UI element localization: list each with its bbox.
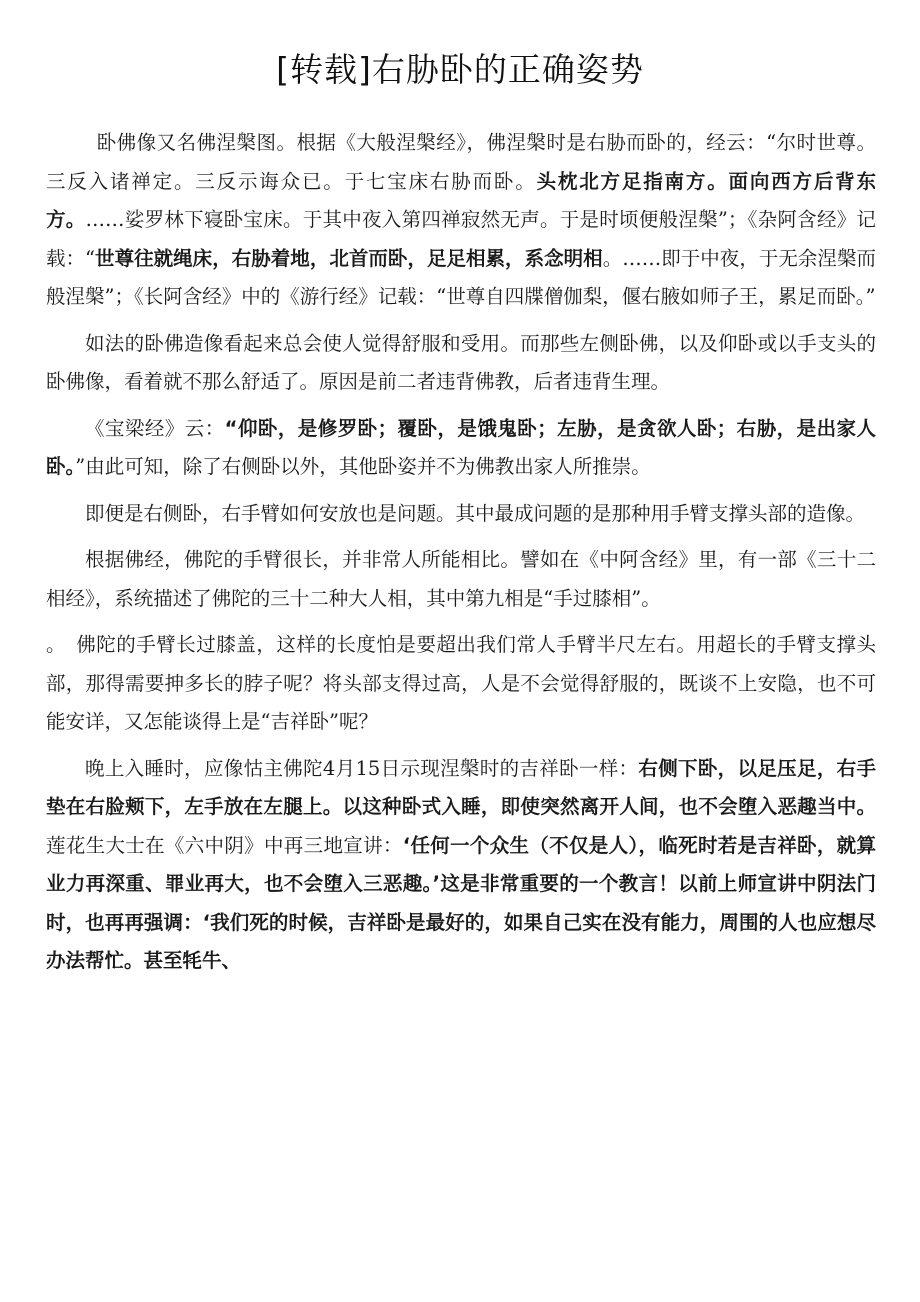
p7-bold-2: ‘任何一个众生（不仅是人），临死时若是吉祥卧，就算业力再深重、罪业再大，也不会堕入三恶趣。’这是非常重要的一个教言！以前上师宣讲中阴法门时，也再再强调：‘我们死的时候，吉祥卧是最好的，如果自己实在没有能力，周围的人也应想尽办法帮忙。甚至牦牛、 bbox=[46, 833, 876, 972]
paragraph-4: 即便是右侧卧，右手臂如何安放也是问题。其中最成问题的是那种用手臂支撑头部的造像。 bbox=[85, 501, 866, 525]
p7-text-2: 莲花生大士在《六中阴》中再三地宣讲： bbox=[46, 833, 403, 857]
document-title: [转载]右胁卧的正确姿势 bbox=[276, 50, 644, 89]
p3-text-2: ”由此可知，除了右侧卧以外，其他卧姿并不为佛教出家人所推崇。 bbox=[75, 455, 651, 478]
p7-text-1: 晚上入睡时，应像怙主佛陀4月15日示现涅槃时的吉祥卧一样： bbox=[85, 756, 639, 780]
p3-text-1: 《宝梁经》云： bbox=[85, 416, 225, 440]
paragraph-6: 。 佛陀的手臂长过膝盖，这样的长度怕是要超出我们常人手臂半尺左右。用超长的手臂支撑头部，那得需要抻多长的脖子呢？将头部支得过高，人是不会觉得舒服的，既谈不上安隐，也不可能安详，又怎能谈得上是“吉祥卧”呢？ bbox=[46, 633, 876, 733]
p7-bold-1: 右侧下卧，以足压足，右手垫在右脸颊下，左手放在左腿上。以这种卧式入睡，即使突然离开人间，也不会堕入恶趣当中。 bbox=[46, 756, 876, 818]
paragraph-7 bbox=[46, 750, 876, 981]
paragraph-1 bbox=[46, 124, 876, 317]
paragraph-5: 根据佛经，佛陀的手臂很长，并非常人所能相比。譬如在《中阿含经》里，有一部《三十二相经》，系统描述了佛陀的三十二种大人相，其中第九相是“手过膝相”。 bbox=[46, 548, 876, 610]
p3-bold-1: “仰卧，是修罗卧；覆卧，是饿鬼卧；左胁，是贪欲人卧；右胁，是出家人卧。 bbox=[46, 416, 876, 478]
p1-text-3: 。……即于中夜，于无余涅槃而般涅槃”；《长阿含经》中的《游行经》记载：“世尊自四牒僧伽梨，偃右腋如师子王，累足而卧。” bbox=[46, 246, 876, 308]
paragraph-2: 如法的卧佛造像看起来总会使人觉得舒服和受用。而那些左侧卧佛，以及仰卧或以手支头的卧佛像，看着就不那么舒适了。原因是前二者违背佛教，后者违背生理。 bbox=[46, 331, 876, 393]
p1-bold-1: 头枕北方足指南方。面向西方后背东方。 bbox=[46, 169, 876, 231]
p1-bold-2: 世尊往就绳床，右胁着地，北首而卧，足足相累，系念明相 bbox=[95, 246, 603, 270]
p1-text-1: 卧佛像又名佛涅槃图。根据《大般涅槃经》，佛涅槃时是右胁而卧的，经云：“尔时世尊。三反入诸禅定。三反示诲众已。于七宝床右胁而卧。 bbox=[46, 131, 876, 193]
p1-text-2: ……娑罗林下寝卧宝床。于其中夜入第四禅寂然无声。于是时顷便般涅槃”；《杂阿含经》记载：“ bbox=[46, 208, 876, 270]
document-body bbox=[46, 124, 876, 981]
paragraph-3 bbox=[46, 410, 876, 487]
